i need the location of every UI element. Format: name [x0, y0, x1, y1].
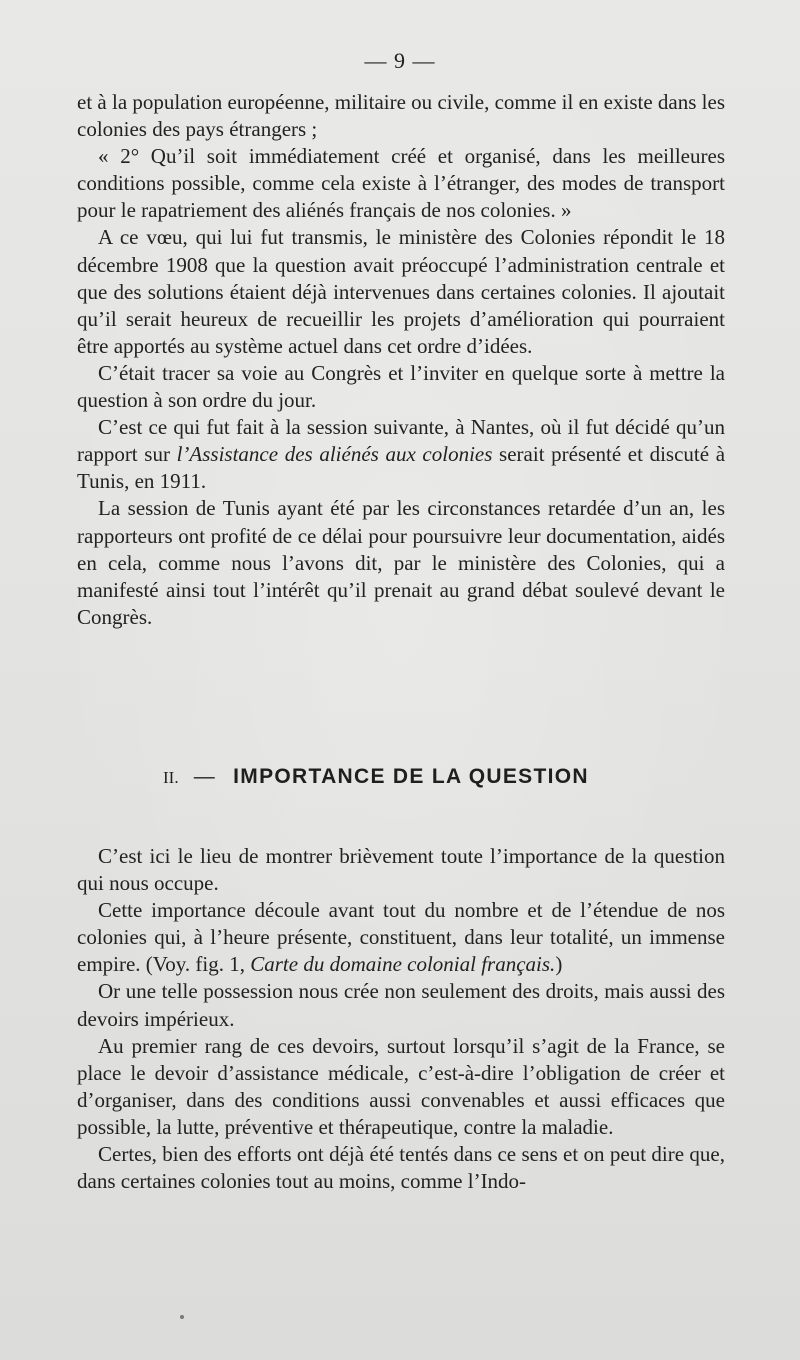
- paragraph: [77, 414, 725, 495]
- page-number: — 9 —: [364, 48, 436, 73]
- paragraph-text: C’est ce qui fut fait à la session suivante, à Nantes, où il fut décidé qu’un rapport sur: [77, 415, 725, 467]
- paragraph: et à la population européenne, militaire ou civile, comme il en existe dans les colonies des pays étrangers ;: [77, 90, 725, 142]
- section-dash: —: [193, 765, 217, 788]
- lower-text-block: [77, 843, 725, 1195]
- paragraph: C’était tracer sa voie au Congrès et l’inviter en quelque sorte à mettre la question à son ordre du jour.: [77, 360, 725, 413]
- section-heading: [163, 765, 683, 789]
- paragraph: Certes, bien des efforts ont déjà été tentés dans ce sens et on peut dire que, dans certaines colonies tout au moins, comme l’Indo-: [77, 1142, 725, 1194]
- paragraph: A ce vœu, qui lui fut transmis, le ministère des Colonies répondit le 18 décembre 1908 que la question avait préoccupé l’administration centrale et que des solutions étaient déjà intervenues dans certaines colonies. Il ajoutait qu’il serait heureux de recueillir les projets d’amélioration qui pourraient être apportés au système actuel dans cet ordre d’idées.: [77, 225, 725, 358]
- paragraph: La session de Tunis ayant été par les circonstances retardée d’un an, les rapporteurs ont profité de ce délai pour poursuivre leur documentation, aidés en cela, comme nous l’avons dit, par le ministère des Colonies, qui a manifesté ainsi tout l’intérêt qu’il prenait au grand débat soulevé devant le Congrès.: [77, 496, 725, 629]
- section-title: IMPORTANCE DE LA QUESTION: [233, 765, 589, 788]
- paragraph-text: ): [555, 952, 563, 977]
- paragraph-text: Cette importance découle avant tout du nombre et de l’étendue de nos colonies qui, à l’heure présente, constituent, dans leur totalité, un immense empire. (Voy. fig. 1,: [77, 898, 725, 977]
- paragraph: Au premier rang de ces devoirs, surtout lorsqu’il s’agit de la France, se place le devoir d’assistance médicale, c’est-à-dire l’obligation de créer et d’organiser, dans des conditions aussi convenables et aussi efficaces que possible, la lutte, préventive et thérapeutique, contre la maladie.: [77, 1033, 725, 1139]
- section-number: II.: [163, 768, 179, 787]
- paragraph: C’est ici le lieu de montrer brièvement toute l’importance de la question qui nous occupe.: [77, 844, 725, 896]
- upper-text-block: [77, 89, 725, 631]
- paragraph: [77, 897, 725, 978]
- italic-figure-title: Carte du domaine colonial français.: [250, 952, 556, 977]
- paragraph: « 2° Qu’il soit immédiatement créé et organisé, dans les meilleures conditions possible, comme cela existe à l’étranger, des modes de transport pour le rapatriement des aliénés français de nos colonies. »: [77, 144, 725, 223]
- paper-speck: [180, 1315, 184, 1319]
- paragraph: Or une telle possession nous crée non seulement des droits, mais aussi des devoirs impérieux.: [77, 979, 725, 1031]
- italic-title: l’Assistance des aliénés aux colonies: [176, 442, 493, 467]
- paragraph-text: serait présenté et discuté à Tunis, en 1911.: [77, 442, 726, 494]
